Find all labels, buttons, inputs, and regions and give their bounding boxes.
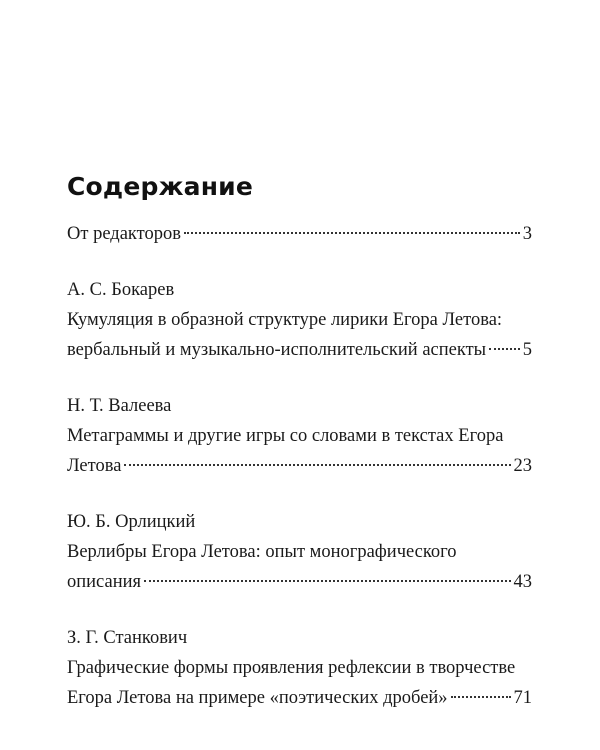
- toc-entry-title-line: Верлибры Егора Летова: опыт монографического: [67, 542, 457, 562]
- toc-entry-author: Ю. Б. Орлицкий: [67, 512, 196, 532]
- toc-entry-author: З. Г. Станкович: [67, 628, 188, 648]
- dot-leader: [451, 696, 511, 698]
- toc-page-number: 43: [513, 572, 532, 592]
- toc-page-number: 23: [513, 456, 532, 476]
- toc-entry-title: описания: [67, 572, 142, 592]
- dot-leader: [124, 464, 510, 466]
- toc-entry-stankovich: [67, 623, 532, 713]
- toc-entry-author: Н. Т. Валеева: [67, 396, 172, 416]
- toc-entry-title: Егора Летова на примере «поэтических дробей»: [67, 688, 448, 708]
- toc-entry-title-line: Графические формы проявления рефлексии в творчестве: [67, 658, 516, 678]
- toc-page-number: 3: [522, 224, 532, 244]
- toc-page-number: 5: [522, 340, 532, 360]
- toc-entry-valeeva: [67, 391, 532, 481]
- toc-entry-line: [67, 683, 532, 713]
- dot-leader: [144, 580, 510, 582]
- toc-entry-line: [67, 567, 532, 597]
- toc-entry-bokarev: [67, 275, 532, 365]
- toc-entry-title: От редакторов: [67, 224, 181, 244]
- toc-entry-title: Летова: [67, 456, 122, 476]
- dot-leader: [489, 348, 520, 350]
- page-title: Содержание: [67, 172, 254, 201]
- toc-entry-title-line: Кумуляция в образной структуре лирики Егора Летова:: [67, 310, 503, 330]
- toc-entry-line: [67, 451, 532, 481]
- toc-entry-orlitsky: [67, 507, 532, 597]
- toc-entry-title: вербальный и музыкально-исполнительский аспекты: [67, 340, 487, 360]
- toc-entry-author: А. С. Бокарев: [67, 280, 175, 300]
- toc-entry-editors: [67, 219, 532, 249]
- toc-entry-title-line: Метаграммы и другие игры со словами в текстах Егора: [67, 426, 504, 446]
- dot-leader: [184, 232, 520, 234]
- table-of-contents: [67, 219, 532, 713]
- toc-page-number: 71: [513, 688, 532, 708]
- toc-entry-line: [67, 335, 532, 365]
- toc-entry-line: [67, 219, 532, 249]
